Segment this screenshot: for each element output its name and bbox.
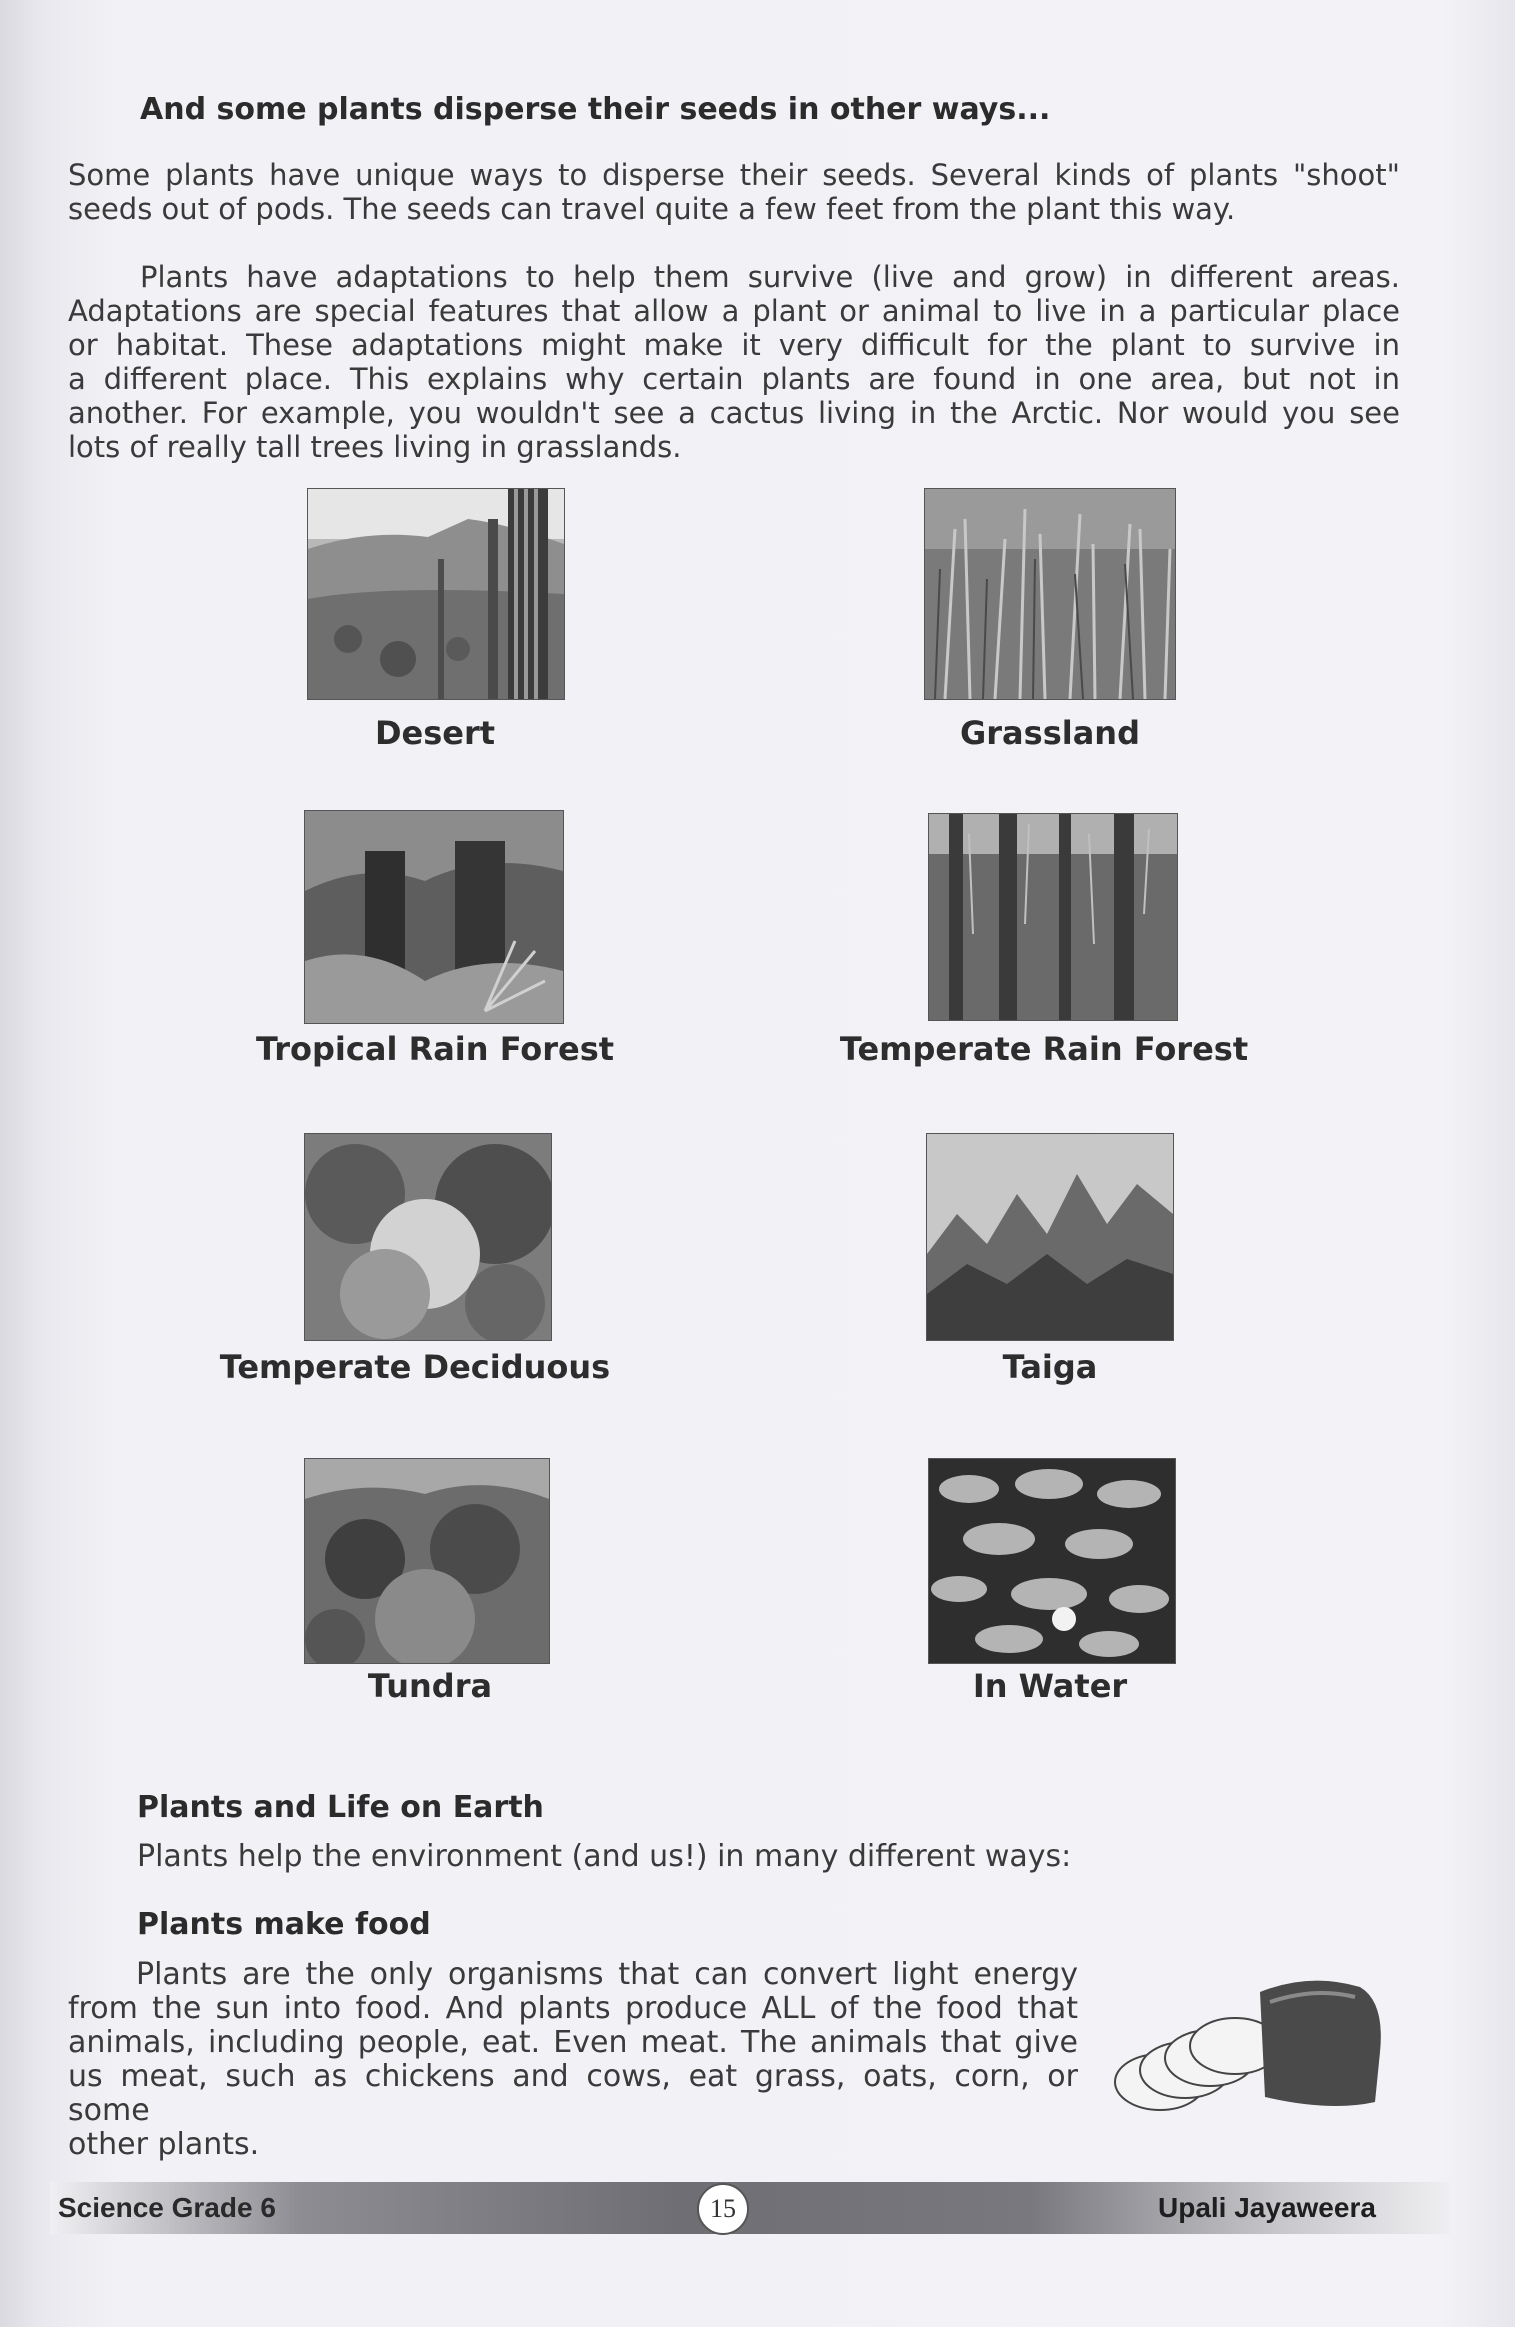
caption-temperate-deciduous: Temperate Deciduous (219, 1348, 611, 1386)
text-line: from the sun into food. And plants produce ALL of the food that (68, 1991, 1078, 2026)
bread-illustration (1090, 1962, 1390, 2130)
temperate-deciduous-photo (304, 1133, 552, 1341)
section-title-plants-and-life: Plants and Life on Earth (137, 1790, 544, 1825)
in-water-photo (928, 1458, 1176, 1664)
caption-tropical-rain-forest: Tropical Rain Forest (255, 1030, 615, 1068)
text-line: Some plants have unique ways to disperse their seeds. Several kinds of plants "shoot" (68, 158, 1400, 192)
tropical-rain-forest-photo (304, 810, 564, 1024)
text-line: us meat, such as chickens and cows, eat grass, oats, corn, or some (68, 2059, 1078, 2128)
text-line: Plants are the only organisms that can convert light energy (136, 1957, 1078, 1992)
text-line: a different place. This explains why certain plants are found in one area, but not in (68, 362, 1400, 396)
footer-author: Upali Jayaweera (1158, 2192, 1376, 2223)
taiga-photo (926, 1133, 1174, 1341)
text-line: Adaptations are special features that allow a plant or animal to live in a particular place (68, 294, 1400, 328)
text-line: seeds out of pods. The seeds can travel quite a few feet from the plant this way. (68, 192, 1236, 226)
section-heading-seed-dispersal: And some plants disperse their seeds in other ways... (140, 92, 1051, 127)
grassland-photo (924, 488, 1176, 700)
text-line: animals, including people, eat. Even meat. The animals that give (68, 2025, 1078, 2060)
page-number: 15 (697, 2183, 749, 2235)
caption-in-water: In Water (972, 1667, 1128, 1705)
paragraph-plants-make-food (68, 1958, 1078, 2162)
text-line: lots of really tall trees living in grasslands. (68, 430, 682, 464)
temperate-rain-forest-photo (928, 813, 1178, 1021)
text-line: Plants have adaptations to help them survive (live and grow) in different areas. (140, 260, 1400, 294)
caption-taiga: Taiga (1002, 1348, 1098, 1386)
section-intro-text: Plants help the environment (and us!) in many different ways: (137, 1839, 1072, 1874)
paragraph-seed-dispersal (68, 158, 1400, 226)
desert-photo (307, 488, 565, 700)
tundra-photo (304, 1458, 550, 1664)
caption-grassland: Grassland (960, 714, 1140, 752)
text-line: another. For example, you wouldn't see a cactus living in the Arctic. Nor would you see (68, 396, 1400, 430)
caption-temperate-rain-forest: Temperate Rain Forest (839, 1030, 1249, 1068)
paragraph-adaptations (68, 260, 1400, 464)
text-line: or habitat. These adaptations might make it very difficult for the plant to survive in (68, 328, 1400, 362)
section-title-plants-make-food: Plants make food (137, 1907, 431, 1942)
caption-desert: Desert (374, 714, 496, 752)
text-line: other plants. (68, 2127, 260, 2162)
caption-tundra: Tundra (367, 1667, 493, 1705)
footer-book-title: Science Grade 6 (58, 2192, 276, 2223)
